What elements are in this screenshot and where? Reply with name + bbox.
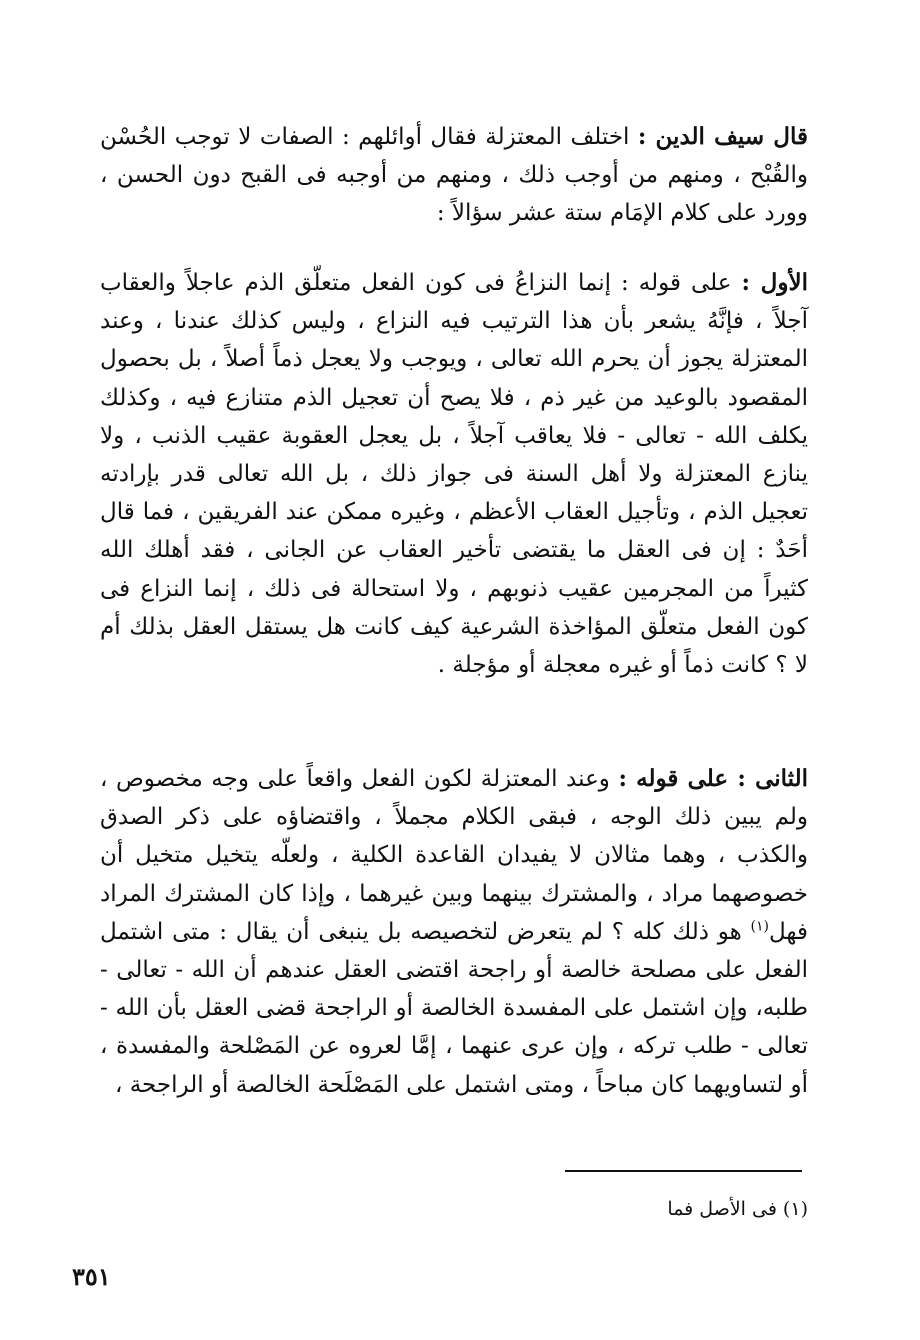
- paragraph-3-text-after-note: هو ذلك كله ؟ لم يتعرض لتخصيصه بل ينبغى أن يقال : متى اشتمل الفعل على مصلحة خالصة أو راجحة اقتضى العقل عندهم أن الله - تعالى - طلبه، وإن اشتمل على المفسدة الخالصة أو الراجحة قضى العقل بأن الله - تعالى - طلب تركه ، وإن عرى عنهما ، إمَّا لعروه عن المَصْلحة والمفسدة ، أو لتساويهما كان مباحاً ، ومتى اشتمل على المَصْلَحة الخالصة أو الراجحة ،: [100, 918, 808, 1098]
- footnote-marker: (١): [750, 918, 769, 935]
- paragraph-1: [100, 118, 808, 233]
- footnote: (١) فى الأصل فما: [667, 1198, 808, 1220]
- paragraph-2: [100, 264, 808, 684]
- paragraph-3-lead: الثانى : على قوله :: [618, 765, 809, 792]
- paragraph-3-text-before-note: وعند المعتزلة لكون الفعل واقعاً على وجه مخصوص ، ولم يبين ذلك الوجه ، فبقى الكلام مجملاً ، واقتضاؤه على ذكر الصدق والكذب ، وهما مثالان لا يفيدان القاعدة الكلية ، ولعلّه يتخيل متخيل أن خصوصهما مراد ، والمشترك بينهما وبين غيرهما ، وإذا كان المشترك المراد فهل: [100, 766, 808, 945]
- paragraph-1-text: اختلف المعتزلة فقال أوائلهم : الصفات لا توجب الحُسْن والقُبْح ، ومنهم من أوجب ذلك ، ومنهم من أوجبه فى القبح دون الحسن ، وورد على كلام الإمَام ستة عشر سؤالاً :: [100, 124, 808, 227]
- paragraph-1-lead: قال سيف الدين :: [637, 123, 808, 150]
- page-number: ٣٥١: [72, 1262, 111, 1291]
- paragraph-2-lead: الأول :: [741, 269, 809, 296]
- paragraph-3: [100, 760, 808, 1104]
- paragraph-2-text: على قوله : إنما النزاعُ فى كون الفعل متعلّق الذم عاجلاً والعقاب آجلاً ، فإنَّهُ يشعر بأن هذا الترتيب فيه النزاع ، وليس كذلك عندنا ، وعند المعتزلة يجوز أن يحرم الله تعالى ، ويوجب ولا يعجل ذماً أصلاً ، بل بحصول المقصود بالوعيد من غير ذم ، فلا يصح أن تعجيل الذم متنازع فيه ، وكذلك يكلف الله - تعالى - فلا يعاقب آجلاً ، بل يعجل العقوبة عقيب الذنب ، ولا ينازع المعتزلة ولا أهل السنة فى جواز ذلك ، بل الله تعالى قدر بإرادته تعجيل الذم ، وتأجيل العقاب الأعظم ، وغيره ممكن عند الفريقين ، فما قال أحَدٌ : إن فى العقل ما يقتضى تأخير العقاب عن الجانى ، فقد أهلك الله كثيراً من المجرمين عقيب ذنوبهم ، ولا استحالة فى ذلك ، إنما النزاع فى كون الفعل متعلّق المؤاخذة الشرعية كيف كانت هل يستقل العقل بذلك أم لا ؟ كانت ذماً أو غيره معجلة أو مؤجلة .: [100, 270, 808, 679]
- footnote-divider: [565, 1170, 802, 1172]
